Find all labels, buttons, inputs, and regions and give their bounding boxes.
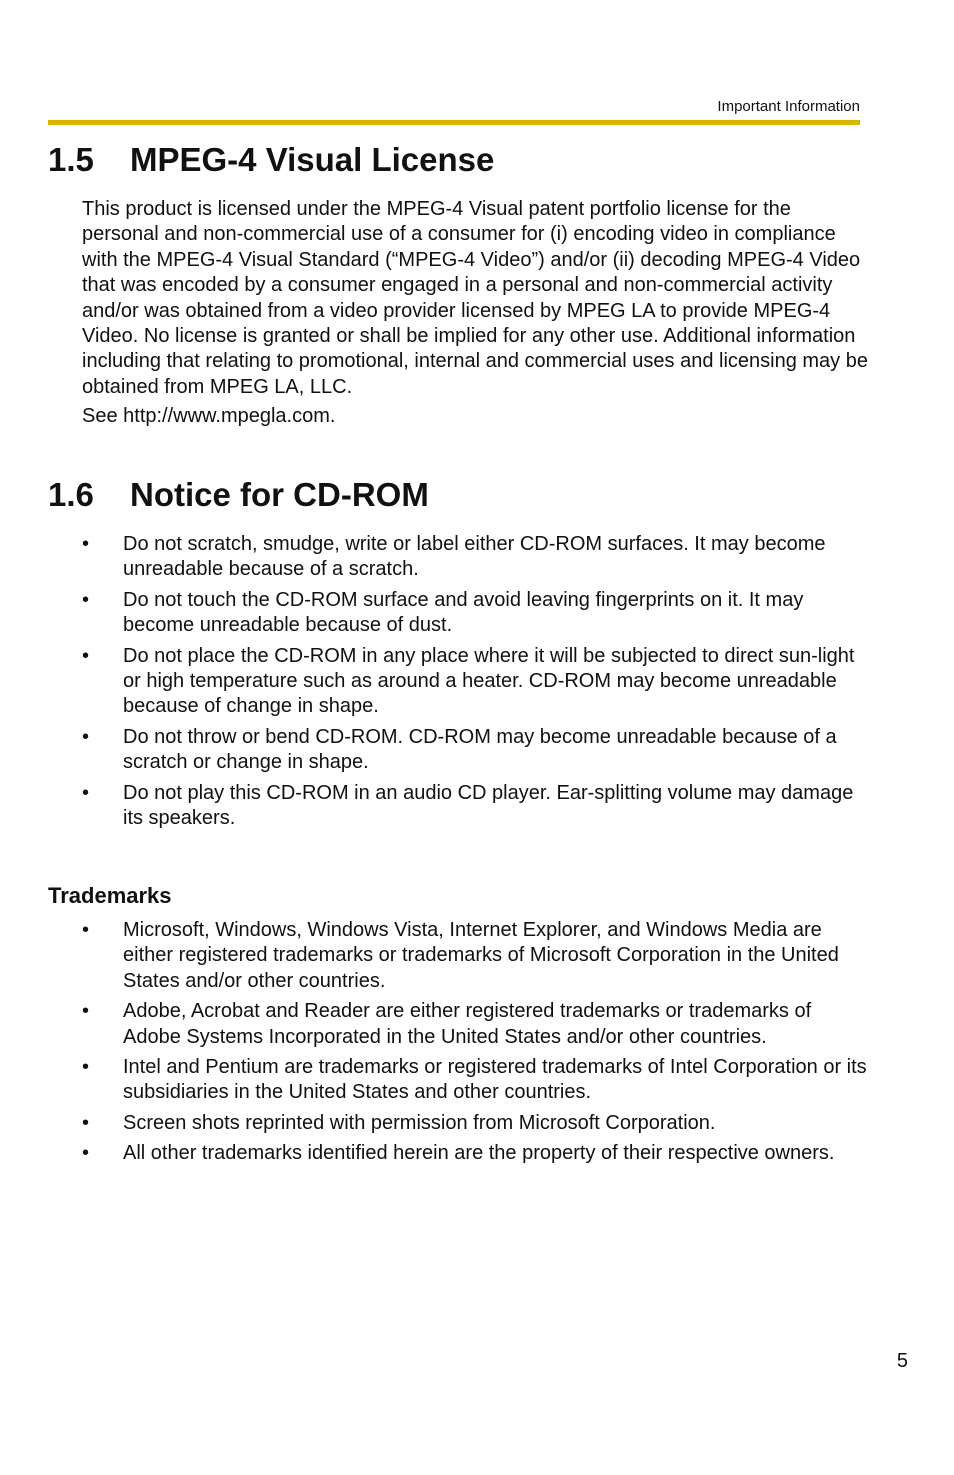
bullet-icon: •: [82, 644, 90, 667]
list-item: [82, 644, 872, 720]
list-item-text: Adobe, Acrobat and Reader are either registered trademarks or trademarks of Adobe Systems Incorporated in the United States and/or other countries.: [123, 1000, 812, 1048]
mpeg4-see-also: See http://www.mpegla.com.: [82, 405, 336, 427]
list-item: [82, 781, 872, 832]
section-number: 1.5: [48, 141, 94, 178]
bullet-icon: •: [82, 588, 90, 611]
list-item-text: Screen shots reprinted with permission from Microsoft Corporation.: [123, 1111, 716, 1134]
bullet-icon: •: [82, 781, 90, 804]
section-title: Notice for CD-ROM: [130, 476, 429, 513]
bullet-icon: •: [82, 1000, 90, 1023]
list-item: [82, 532, 872, 583]
list-item-text: Do not place the CD-ROM in any place where it will be subjected to direct sun-light or high temperature such as around a heater. CD-ROM may become unreadable because of change in shape.: [123, 644, 855, 718]
bullet-icon: •: [82, 919, 90, 941]
list-item: [82, 588, 872, 639]
list-item-text: Do not touch the CD-ROM surface and avoid leaving fingerprints on it. It may become unreadable because of dust.: [123, 588, 804, 637]
list-item: [82, 1055, 872, 1106]
bullet-icon: •: [82, 1111, 90, 1134]
bullet-icon: •: [82, 1056, 90, 1079]
page-number: 5: [896, 1350, 908, 1372]
list-item-text: Do not throw or bend CD-ROM. CD-ROM may become unreadable because of a scratch or change in shape.: [123, 725, 837, 774]
bullet-icon: •: [82, 725, 90, 748]
bullet-icon: •: [82, 1142, 90, 1165]
section-number: 1.6: [48, 476, 94, 513]
header-label: Important Information: [717, 98, 860, 115]
section-heading-mpeg4: [48, 140, 494, 180]
mpeg4-license-paragraph: This product is licensed under the MPEG-4 Visual patent portfolio license for the personal and non-commercial use of a consumer for (i) encoding video in compliance with the MPEG-4 Visual Standard (“MPEG-4 Video”) and/or (ii) decoding MPEG-4 Video that was encoded by a consumer engaged in a personal and non-commercial activity and/or was obtained from a video provider licensed by MPEG LA to provide MPEG-4 Video. No license is granted or shall be implied for any other use. Additional information including that relating to promotional, internal and commercial uses and licensing may be obtained from MPEG LA, LLC.: [82, 198, 868, 398]
cdrom-notice-list: [82, 532, 872, 836]
list-item-text: Do not play this CD-ROM in an audio CD player. Ear-splitting volume may damage its speakers.: [123, 781, 854, 830]
list-item-text: All other trademarks identified herein are the property of their respective owners.: [123, 1142, 835, 1165]
list-item-text: Intel and Pentium are trademarks or registered trademarks of Intel Corporation or its subsidiaries in the United States and other countries.: [123, 1056, 867, 1104]
trademarks-list: [82, 918, 872, 1172]
trademarks-heading: Trademarks: [48, 883, 172, 908]
list-item: [82, 1111, 872, 1136]
list-item: [82, 725, 872, 776]
list-item-text: Microsoft, Windows, Windows Vista, Internet Explorer, and Windows Media are either registered trademarks or trademarks of Microsoft Corporation in the United States and/or other countries.: [123, 919, 839, 992]
list-item: [82, 918, 872, 994]
list-item: [82, 999, 872, 1050]
list-item: [82, 1141, 872, 1166]
list-item-text: Do not scratch, smudge, write or label either CD-ROM surfaces. It may become unreadable because of a scratch.: [123, 533, 826, 581]
bullet-icon: •: [82, 533, 90, 555]
section-heading-cdrom: [48, 475, 429, 515]
header-rule: [48, 120, 860, 125]
section-title: MPEG-4 Visual License: [130, 141, 495, 178]
